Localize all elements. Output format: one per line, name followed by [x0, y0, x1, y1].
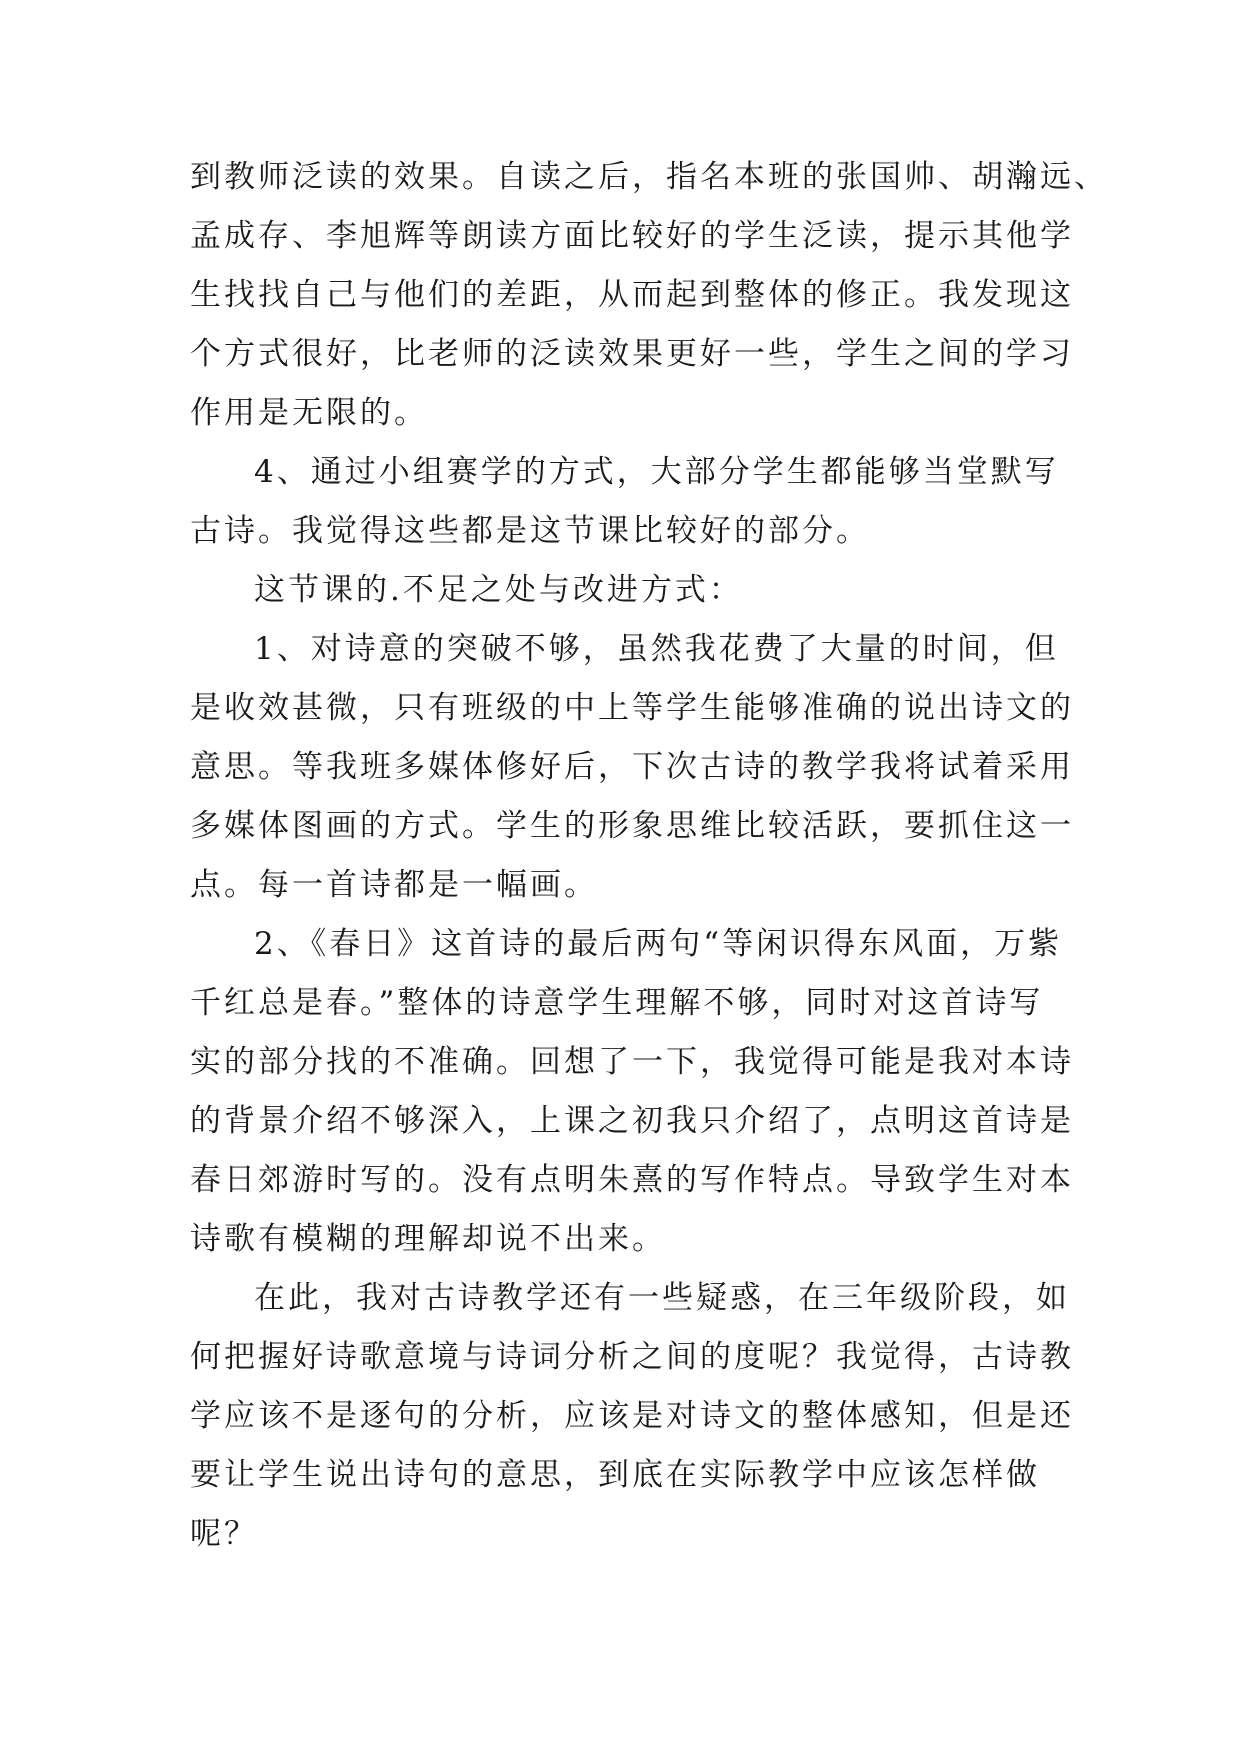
- text-line: 这节课的.不足之处与改进方式：: [254, 572, 743, 608]
- text-line: 要让学生说出诗句的意思，到底在实际教学中应该怎样做: [190, 1457, 1040, 1493]
- text-line: 意思。等我班多媒体修好后，下次古诗的教学我将试着采用: [190, 749, 1074, 785]
- text-line: 呢？: [190, 1516, 258, 1552]
- text-line: 春日郊游时写的。没有点明朱熹的写作特点。导致学生对本: [190, 1162, 1074, 1198]
- text-line: 在此，我对古诗教学还有一些疑惑，在三年级阶段，如: [254, 1280, 1070, 1316]
- text-line: 多媒体图画的方式。学生的形象思维比较活跃，要抓住这一: [190, 808, 1074, 844]
- text-line: 是收效甚微，只有班级的中上等学生能够准确的说出诗文的: [190, 690, 1074, 726]
- text-line: 作用是无限的。: [190, 395, 428, 431]
- text-line: 千红总是春。”整体的诗意学生理解不够，同时对这首诗写: [190, 985, 1044, 1021]
- text-line: 实的部分找的不准确。回想了一下，我觉得可能是我对本诗: [190, 1044, 1074, 1080]
- text-line: 点。每一首诗都是一幅画。: [190, 867, 598, 903]
- text-line: 1、对诗意的突破不够，虽然我花费了大量的时间，但: [254, 631, 1059, 667]
- text-line: 学应该不是逐句的分析，应该是对诗文的整体感知，但是还: [190, 1398, 1074, 1434]
- text-line: 的背景介绍不够深入，上课之初我只介绍了，点明这首诗是: [190, 1103, 1074, 1139]
- body-text: [190, 148, 1108, 1564]
- text-line: 2、《春日》这首诗的最后两句“等闲识得东风面，万紫: [254, 926, 1063, 962]
- text-line: 诗歌有模糊的理解却说不出来。: [190, 1221, 666, 1257]
- text-line: 4、通过小组赛学的方式，大部分学生都能够当堂默写: [254, 454, 1059, 490]
- text-line: 到教师泛读的效果。自读之后，指名本班的张国帅、胡瀚远、: [190, 159, 1108, 195]
- text-line: 何把握好诗歌意境与诗词分析之间的度呢？我觉得，古诗教: [190, 1339, 1074, 1375]
- text-line: 生找找自己与他们的差距，从而起到整体的修正。我发现这: [190, 277, 1074, 313]
- text-line: 孟成存、李旭辉等朗读方面比较好的学生泛读，提示其他学: [190, 218, 1074, 254]
- text-line: 古诗。我觉得这些都是这节课比较好的部分。: [190, 513, 870, 549]
- text-line: 个方式很好，比老师的泛读效果更好一些，学生之间的学习: [190, 336, 1074, 372]
